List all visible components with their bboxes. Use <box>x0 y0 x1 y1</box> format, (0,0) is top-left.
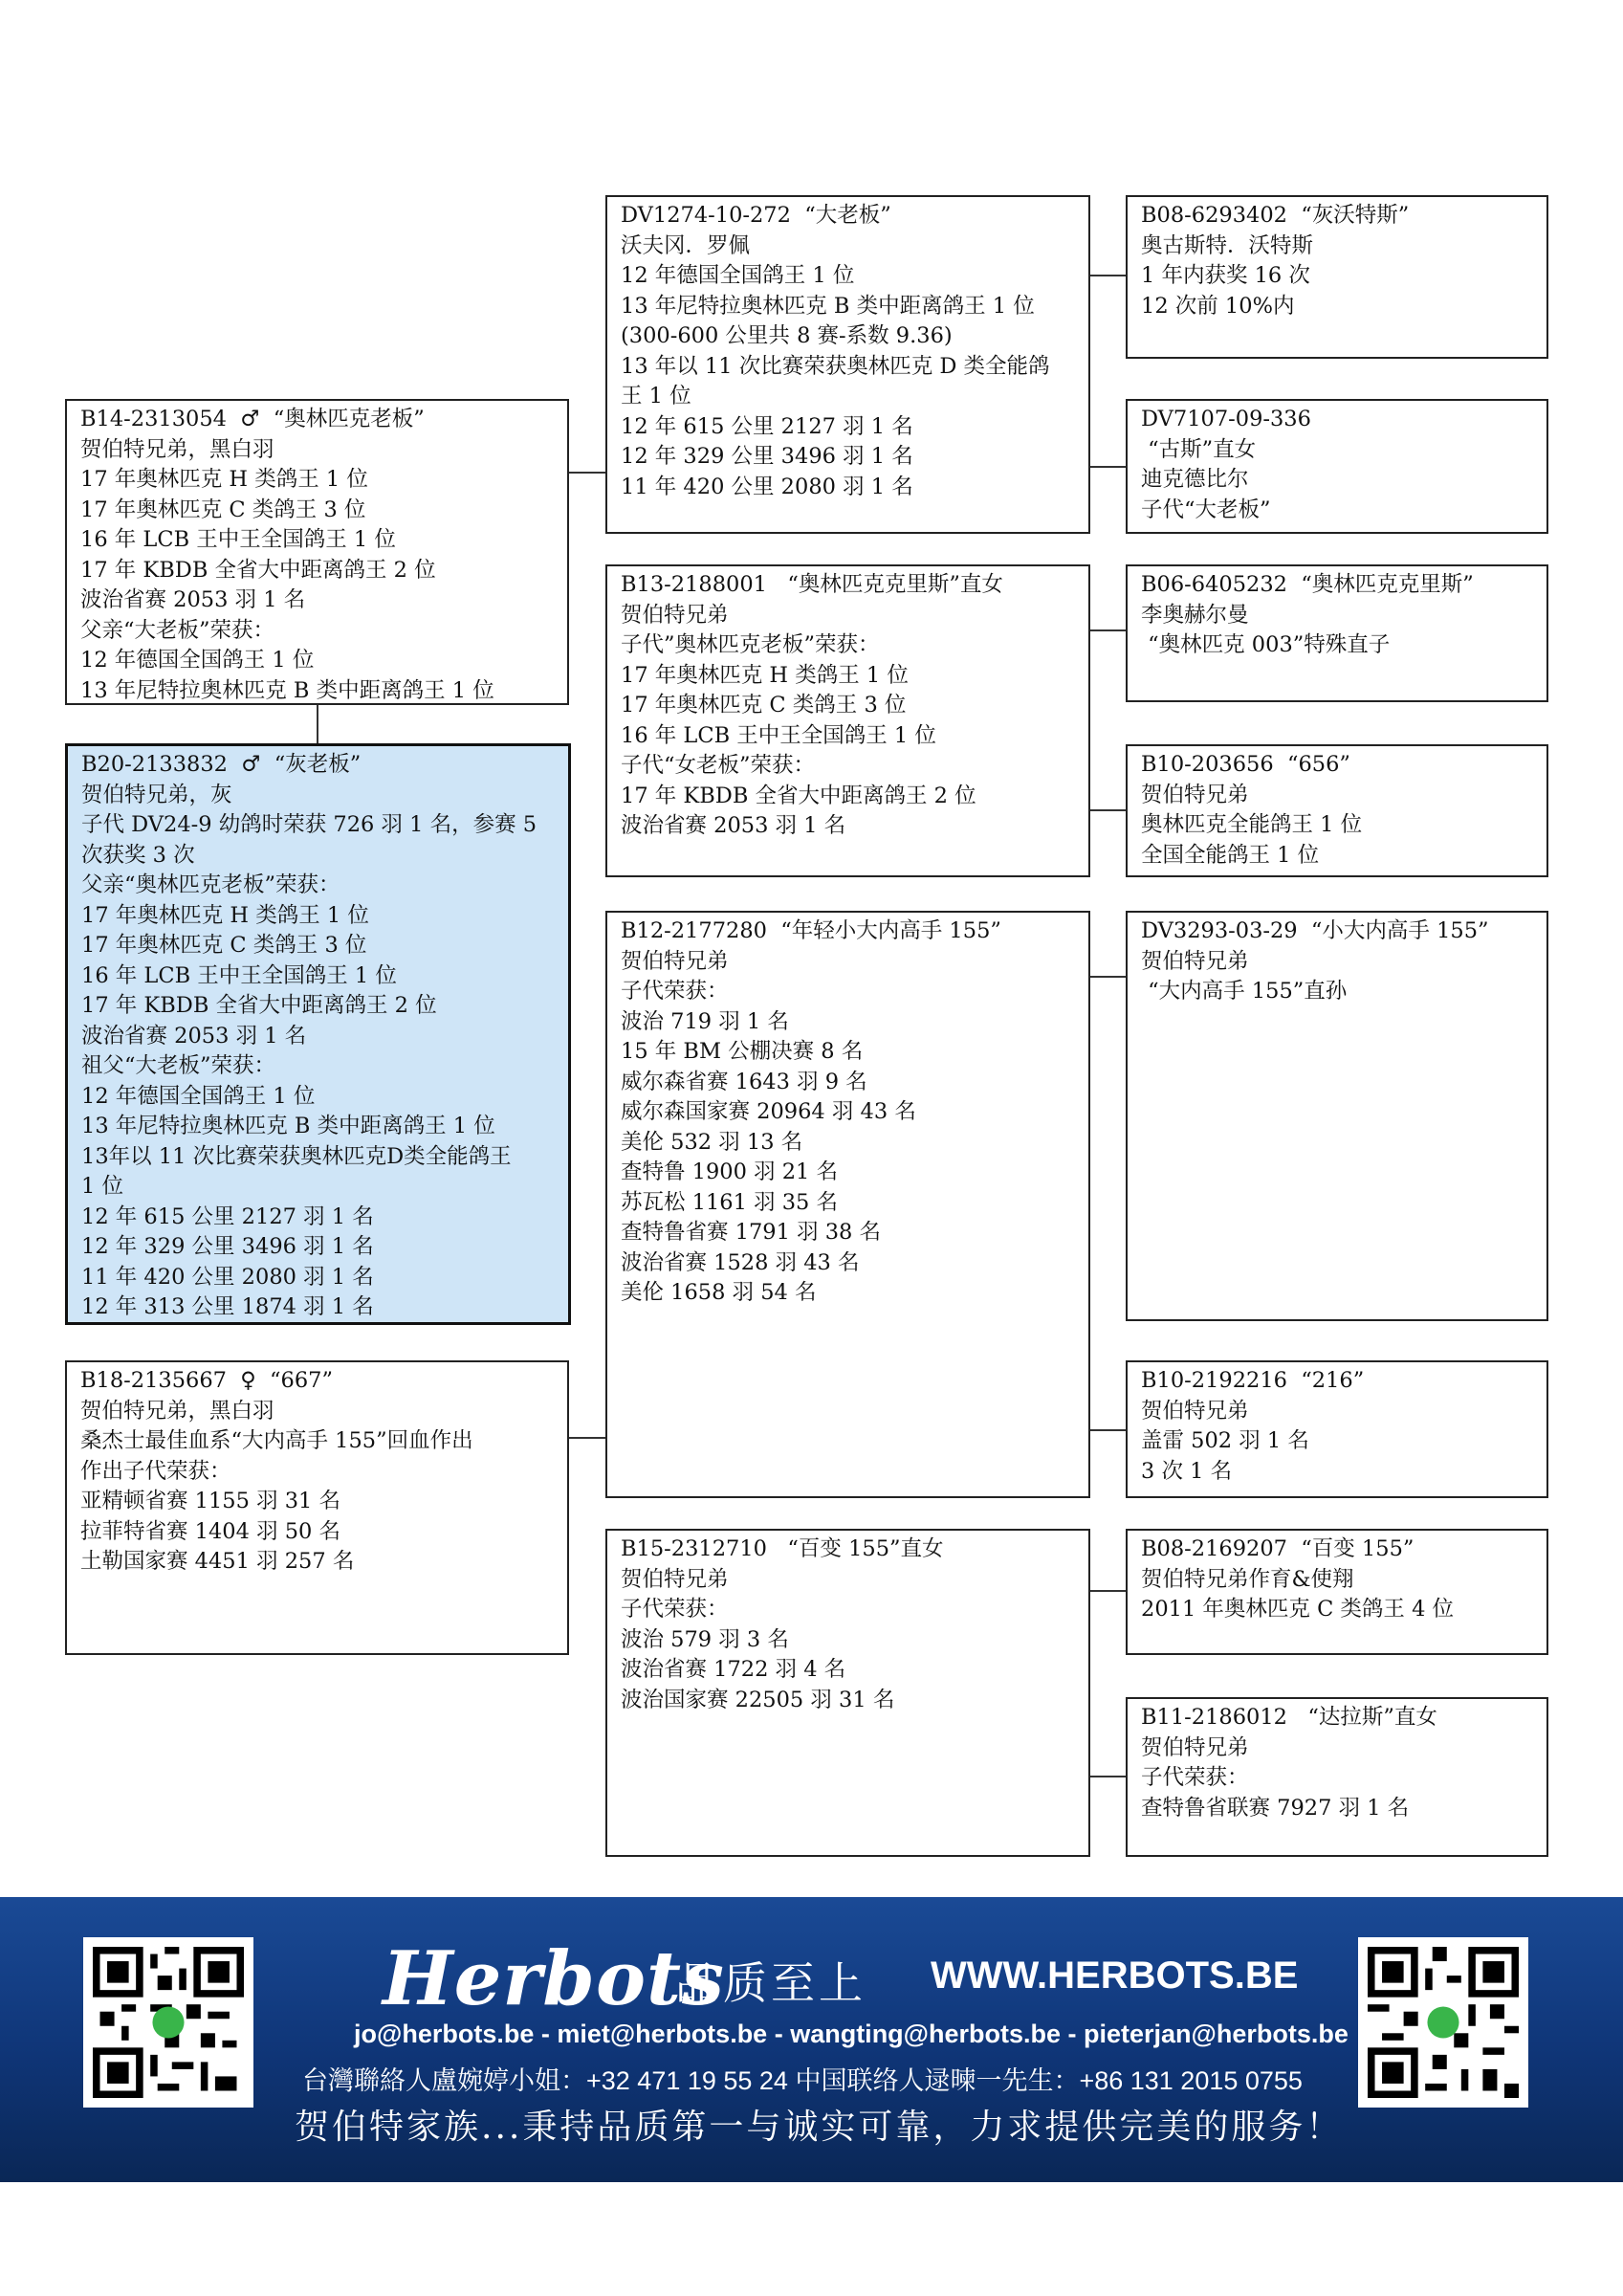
connector-dam-dam-2 <box>1090 1776 1126 1777</box>
connector-sire-dam-1 <box>1090 629 1126 631</box>
pedigree-line: 祖父“大老板”荣获： <box>81 1053 276 1078</box>
pedigree-line: B12-2177280 “年轻小大内高手 155” <box>621 918 1001 943</box>
dam-box <box>65 1360 569 1655</box>
pedigree-line: B08-6293402 “灰沃特斯” <box>1141 203 1410 228</box>
pedigree-line: 13 年尼特拉奥林匹克 B 类中距离鸽王 1 位 <box>80 677 494 703</box>
connector-dam-to-parents <box>569 1437 605 1439</box>
pedigree-line: 子代“女老板”荣获： <box>621 753 816 778</box>
pedigree-line: DV7107-09-336 <box>1141 407 1311 431</box>
pedigree-line: 13 年尼特拉奥林匹克 B 类中距离鸽王 1 位 <box>81 1114 495 1138</box>
website-link[interactable]: WWW.HERBOTS.BE <box>931 1954 1299 1997</box>
pedigree-line: 2011 年奥林匹克 C 类鸽王 4 位 <box>1141 1597 1455 1622</box>
pedigree-line: 16 年 LCB 王中王全国鸽王 1 位 <box>81 962 397 988</box>
sire-box <box>65 399 569 705</box>
connector-sire-sire-1 <box>1090 275 1126 276</box>
pedigree-line: 13 年以 11 次比赛荣获奥林匹克 D 类全能鸽 <box>621 353 1050 379</box>
great-grandparent-box-5 <box>1126 911 1548 1321</box>
family-tagline: 贺伯特家族...秉持品质第一与诚实可靠，力求提供完美的服务！ <box>295 2108 1344 2147</box>
pedigree-line: 12 年 329 公里 3496 羽 1 名 <box>621 444 913 469</box>
connector-dam-dam-1 <box>1090 1590 1126 1592</box>
sire-dam-box <box>605 564 1090 877</box>
pedigree-line: 17 年 KBDB 全省大中距离鸽王 2 位 <box>81 993 437 1018</box>
pedigree-line: 亚精顿省赛 1155 羽 31 名 <box>80 1489 340 1513</box>
pedigree-line: “大内高手 155”直孙 <box>1141 979 1348 1004</box>
pedigree-line: 威尔森国家赛 20964 羽 43 名 <box>621 1099 916 1124</box>
pedigree-line: 父亲“奥林匹克老板”荣获： <box>81 872 340 897</box>
connector-sire-dam-2 <box>1090 809 1126 811</box>
pedigree-line: 奥林匹克全能鸽王 1 位 <box>1141 812 1363 837</box>
pedigree-line: 次获奖 3 次 <box>81 842 195 868</box>
great-grandparent-box-4 <box>1126 744 1548 877</box>
pedigree-line: 盖雷 502 羽 1 名 <box>1141 1428 1309 1453</box>
pedigree-line: 16 年 LCB 王中王全国鸽王 1 位 <box>621 722 936 748</box>
pedigree-line: 12 年 313 公里 1874 羽 1 名 <box>81 1294 374 1319</box>
pedigree-line: 贺伯特兄弟 <box>1141 948 1249 974</box>
pedigree-line: 波治省赛 2053 羽 1 名 <box>81 1023 307 1049</box>
pedigree-line: 子代”奥林匹克老板”荣获： <box>621 632 880 657</box>
pedigree-line: 17 年奥林匹克 C 类鸽王 3 位 <box>80 497 366 522</box>
subject-pigeon-box <box>65 743 571 1325</box>
pedigree-line: 波治国家赛 22505 羽 31 名 <box>621 1687 895 1712</box>
pedigree-line: B10-203656 “656” <box>1141 752 1350 777</box>
pedigree-line: 17 年 KBDB 全省大中距离鸽王 2 位 <box>80 557 436 583</box>
pedigree-line: 李奥赫尔曼 <box>1141 602 1249 628</box>
dam-sire-box <box>605 911 1090 1498</box>
connector-dam-sire-1 <box>1090 976 1126 978</box>
pedigree-line: “奥林匹克 003”特殊直子 <box>1141 632 1391 657</box>
pedigree-line: B08-2169207 “百变 155” <box>1141 1536 1415 1561</box>
great-grandparent-box-1 <box>1126 195 1548 359</box>
pedigree-line: 贺伯特兄弟 <box>1141 1734 1249 1760</box>
qr-code-line[interactable] <box>83 1937 253 2108</box>
pedigree-line: 1 年内获奖 16 次 <box>1141 263 1310 288</box>
pedigree-line: 12 年 615 公里 2127 羽 1 名 <box>621 413 913 439</box>
pedigree-line: B06-6405232 “奥林匹克克里斯” <box>1141 572 1474 597</box>
pedigree-line: 美伦 532 羽 13 名 <box>621 1129 803 1155</box>
pedigree-line: 贺伯特兄弟 <box>621 1566 729 1592</box>
pedigree-line: 波治省赛 1722 羽 4 名 <box>621 1657 846 1682</box>
pedigree-line: 子代荣获： <box>1141 1765 1249 1790</box>
pedigree-line: B13-2188001 “奥林匹克克里斯”直女 <box>621 572 1003 597</box>
pedigree-line: 沃夫冈．罗佩 <box>621 232 751 258</box>
pedigree-line: 桑杰士最佳血系“大内高手 155”回血作出 <box>80 1428 473 1453</box>
pedigree-line: 17 年奥林匹克 H 类鸽王 1 位 <box>621 662 909 688</box>
dam-dam-box <box>605 1529 1090 1857</box>
pedigree-line: 父亲“大老板”荣获： <box>80 617 275 643</box>
pedigree-line: B10-2192216 “216” <box>1141 1368 1365 1393</box>
pedigree-line: 查特鲁省赛 1791 羽 38 名 <box>621 1220 881 1245</box>
email-addresses[interactable]: jo@herbots.be - miet@herbots.be - wangting@herbots.be - pieterjan@herbots.be <box>354 2020 1349 2048</box>
pedigree-line: 苏瓦松 1161 羽 35 名 <box>621 1189 838 1215</box>
pedigree-line: 贺伯特兄弟作育&使翔 <box>1141 1566 1354 1592</box>
pedigree-line: 12 次前 10%内 <box>1141 293 1295 319</box>
pedigree-line: 12 年德国全国鸽王 1 位 <box>81 1083 316 1109</box>
pedigree-line: 土勒国家赛 4451 羽 257 名 <box>80 1549 355 1574</box>
qr-code-wechat[interactable] <box>1358 1937 1528 2108</box>
connector-sire-to-parents <box>569 472 605 474</box>
pedigree-line: 美伦 1658 羽 54 名 <box>621 1280 817 1305</box>
pedigree-line: 波治省赛 2053 羽 1 名 <box>80 587 306 612</box>
pedigree-line: 贺伯特兄弟 <box>621 602 729 628</box>
pedigree-line: 查特鲁省联赛 7927 羽 1 名 <box>1141 1795 1410 1821</box>
pedigree-line: 波治省赛 2053 羽 1 名 <box>621 813 846 838</box>
pedigree-line: 11 年 420 公里 2080 羽 1 名 <box>81 1264 374 1290</box>
pedigree-line: 12 年德国全国鸽王 1 位 <box>80 648 315 673</box>
pedigree-line: B15-2312710 “百变 155”直女 <box>621 1536 944 1561</box>
pedigree-line: 贺伯特兄弟，黑白羽 <box>80 1398 274 1424</box>
pedigree-line: 贺伯特兄弟，灰 <box>81 782 232 807</box>
herbots-logo: Herbots <box>383 1935 725 2022</box>
pedigree-line: DV1274-10-272 “大老板” <box>621 203 891 228</box>
great-grandparent-box-2 <box>1126 399 1548 534</box>
pedigree-line: 威尔森省赛 1643 羽 9 名 <box>621 1069 867 1094</box>
pedigree-line: 1 位 <box>81 1174 123 1199</box>
slogan-text: 品质至上 <box>675 1957 866 2009</box>
pedigree-line: 作出子代荣获： <box>80 1458 231 1484</box>
pedigree-line: 拉菲特省赛 1404 羽 50 名 <box>80 1518 340 1544</box>
pedigree-line: 奥古斯特．沃特斯 <box>1141 232 1314 258</box>
pedigree-line: “古斯”直女 <box>1141 436 1257 462</box>
great-grandparent-box-8 <box>1126 1697 1548 1857</box>
great-grandparent-box-3 <box>1126 564 1548 702</box>
pedigree-line: 16 年 LCB 王中王全国鸽王 1 位 <box>80 527 396 552</box>
qr-code-pattern <box>93 1947 244 2098</box>
pedigree-line: DV3293-03-29 “小大内高手 155” <box>1141 918 1489 943</box>
pedigree-line: 查特鲁 1900 羽 21 名 <box>621 1159 838 1184</box>
pedigree-line: (300-600 公里共 8 赛-系数 9.36) <box>621 323 953 348</box>
pedigree-line: 子代荣获： <box>621 1597 729 1622</box>
pedigree-line: 17 年奥林匹克 C 类鸽王 3 位 <box>81 933 367 958</box>
pedigree-line: 全国全能鸽王 1 位 <box>1141 842 1320 868</box>
connector-sire-sire-2 <box>1090 466 1126 468</box>
sire-sire-box <box>605 195 1090 534</box>
pedigree-line: 子代荣获： <box>621 979 729 1004</box>
pedigree-line: 17 年奥林匹克 H 类鸽王 1 位 <box>80 467 368 492</box>
pedigree-line: 子代 DV24-9 幼鸽时荣获 726 羽 1 名，参赛 5 <box>81 812 537 837</box>
pedigree-line: B11-2186012 “达拉斯”直女 <box>1141 1705 1437 1730</box>
pedigree-line: B14-2313054 ♂ “奥林匹克老板” <box>80 407 425 431</box>
pedigree-line: B20-2133832 ♂ “灰老板” <box>81 752 362 777</box>
qr-code-pattern <box>1368 1947 1519 2098</box>
pedigree-line: 17 年奥林匹克 C 类鸽王 3 位 <box>621 693 907 718</box>
pedigree-line: 17 年 KBDB 全省大中距离鸽王 2 位 <box>621 783 976 808</box>
contact-persons: 台灣聯絡人盧婉婷小姐：+32 471 19 55 24 中国联络人逯暕一先生：+86 131 2015 0755 <box>302 2066 1303 2095</box>
pedigree-line: 贺伯特兄弟 <box>621 948 729 974</box>
pedigree-line: 15 年 BM 公棚决赛 8 名 <box>621 1039 864 1064</box>
pedigree-line: 17 年奥林匹克 H 类鸽王 1 位 <box>81 902 369 928</box>
great-grandparent-box-6 <box>1126 1360 1548 1498</box>
pedigree-line: 11 年 420 公里 2080 羽 1 名 <box>621 474 913 499</box>
connector-dam-sire-2 <box>1090 1429 1126 1431</box>
pedigree-line: 王 1 位 <box>621 384 691 408</box>
pedigree-line: 迪克德比尔 <box>1141 467 1249 492</box>
pedigree-line: 13年以 11 次比赛荣获奥林匹克D类全能鸽王 <box>81 1143 512 1169</box>
pedigree-line: 12 年 329 公里 3496 羽 1 名 <box>81 1234 374 1259</box>
pedigree-line: 贺伯特兄弟，黑白羽 <box>80 436 274 462</box>
pedigree-line: 波治 579 羽 3 名 <box>621 1626 789 1652</box>
pedigree-line: B18-2135667 ♀ “667” <box>80 1368 333 1393</box>
pedigree-line: 12 年 615 公里 2127 羽 1 名 <box>81 1203 374 1229</box>
pedigree-line: 贺伯特兄弟 <box>1141 1398 1249 1424</box>
footer-banner <box>0 1897 1623 2182</box>
connector-sire-subject <box>317 705 318 743</box>
pedigree-line: 波治省赛 1528 羽 43 名 <box>621 1249 860 1275</box>
wechat-icon <box>1427 2006 1459 2038</box>
line-icon <box>152 2006 184 2038</box>
pedigree-line: 贺伯特兄弟 <box>1141 782 1249 807</box>
great-grandparent-box-7 <box>1126 1529 1548 1655</box>
pedigree-line: 13 年尼特拉奥林匹克 B 类中距离鸽王 1 位 <box>621 293 1035 319</box>
pedigree-line: 3 次 1 名 <box>1141 1458 1233 1484</box>
pedigree-line: 子代“大老板” <box>1141 497 1271 522</box>
pedigree-line: 12 年德国全国鸽王 1 位 <box>621 263 855 288</box>
pedigree-line: 波治 719 羽 1 名 <box>621 1008 789 1034</box>
